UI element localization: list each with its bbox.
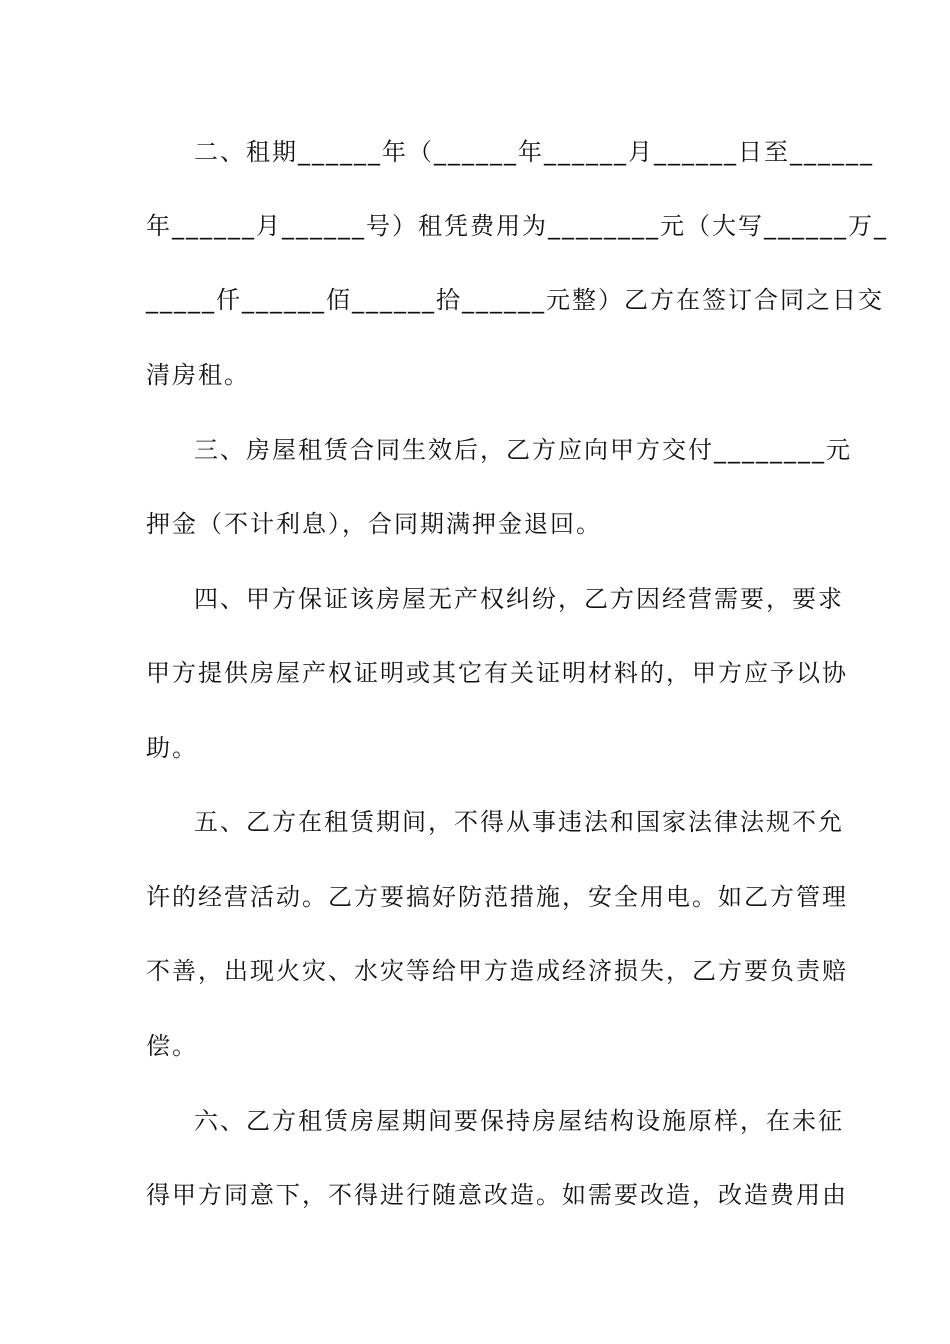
clause-3-line-2: 押金（不计利息），合同期满押金退回。 bbox=[146, 510, 602, 538]
clause-2-line-3: _____仟______佰______拾______元整）乙方在签订合同之日交 bbox=[146, 286, 884, 314]
clause-4-line-1: 四、甲方保证该房屋无产权纠纷，乙方因经营需要，要求 bbox=[194, 585, 844, 613]
clause-5-line-3: 不善，出现火灾、水灾等给甲方造成经济损失，乙方要负责赔 bbox=[146, 957, 848, 985]
clause-2-line-2: 年______月______号）租凭费用为________元（大写______万_ bbox=[146, 212, 888, 240]
clause-5-line-4: 偿。 bbox=[146, 1032, 198, 1060]
clause-2-line-1: 二、租期______年（______年______月______日至______ bbox=[194, 138, 874, 166]
clause-4-line-3: 助。 bbox=[146, 734, 198, 762]
clause-2-line-4: 清房租。 bbox=[146, 361, 250, 389]
clause-5-line-1: 五、乙方在租赁期间，不得从事违法和国家法律法规不允 bbox=[194, 808, 844, 836]
clause-5-line-2: 许的经营活动。乙方要搞好防范措施，安全用电。如乙方管理 bbox=[146, 883, 848, 911]
clause-3-line-1: 三、房屋租赁合同生效后，乙方应向甲方交付________元 bbox=[194, 436, 852, 464]
clause-6-line-2: 得甲方同意下，不得进行随意改造。如需要改造，改造费用由 bbox=[146, 1181, 848, 1209]
clause-4-line-2: 甲方提供房屋产权证明或其它有关证明材料的，甲方应予以协 bbox=[146, 659, 848, 687]
clause-6-line-1: 六、乙方租赁房屋期间要保持房屋结构设施原样，在未征 bbox=[194, 1107, 844, 1135]
